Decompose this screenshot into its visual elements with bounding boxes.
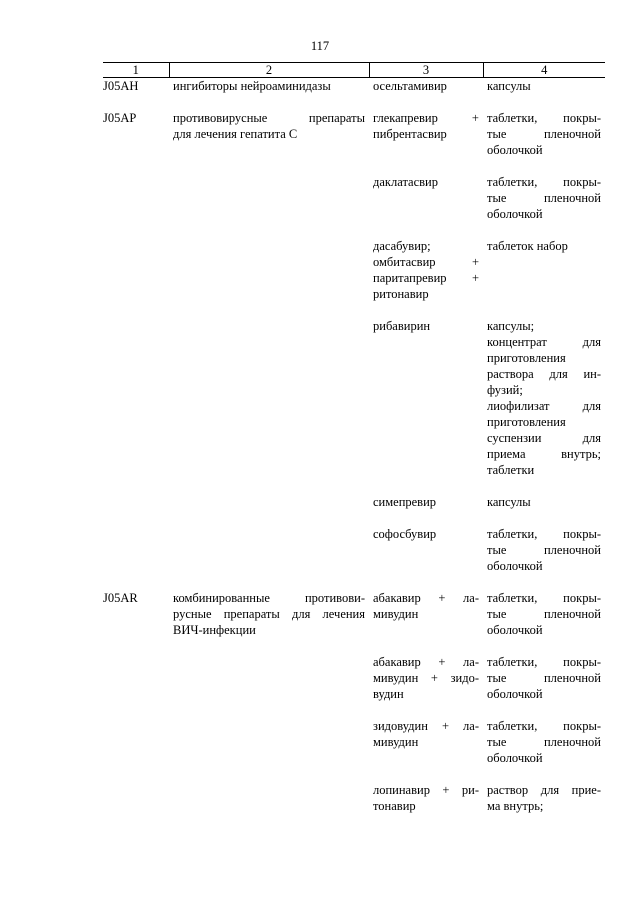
dosage-form-cell	[483, 718, 605, 782]
drug-name-cell	[369, 494, 483, 526]
drug-name-cell-line: абакавир + ла-	[373, 591, 479, 605]
atc-code-cell	[103, 494, 169, 526]
dosage-form-cell-line: ма внутрь;	[487, 799, 544, 813]
drug-name-cell-line: мивудин	[373, 607, 419, 621]
pharmacological-group-cell-line: комбинированные противови-	[173, 591, 365, 605]
table-row	[103, 110, 605, 174]
dosage-form-cell-line: капсулы	[487, 495, 531, 509]
pharmacological-group-cell	[169, 718, 369, 782]
table-row	[103, 238, 605, 318]
pharmacological-group-cell	[169, 494, 369, 526]
dosage-form-cell-line: тые пленочной	[487, 671, 601, 685]
pharmacological-group-cell	[169, 174, 369, 238]
drug-name-cell-line: симепревир	[373, 495, 437, 509]
atc-code-cell	[103, 782, 169, 830]
drug-name-cell	[369, 782, 483, 830]
drug-table	[103, 62, 605, 830]
atc-code-cell	[103, 78, 169, 111]
dosage-form-cell-line: суспензии для	[487, 431, 601, 445]
column-header-1: 1	[103, 63, 169, 78]
drug-name-cell-line: глекапревир +	[373, 111, 479, 125]
column-header-4: 4	[483, 63, 605, 78]
dosage-form-cell-line: оболочкой	[487, 751, 543, 765]
dosage-form-cell	[483, 590, 605, 654]
drug-name-cell-line: рибавирин	[373, 319, 431, 333]
table-row	[103, 718, 605, 782]
atc-code-cell	[103, 318, 169, 494]
atc-code-cell	[103, 590, 169, 654]
drug-name-cell-line: осельтамивир	[373, 79, 447, 93]
atc-code-cell	[103, 174, 169, 238]
drug-name-cell	[369, 526, 483, 590]
dosage-form-cell-line: приема внутрь;	[487, 447, 601, 461]
dosage-form-cell-line: оболочкой	[487, 559, 543, 573]
drug-name-cell-line: мивудин	[373, 735, 419, 749]
drug-name-cell-line: зидовудин + ла-	[373, 719, 479, 733]
pharmacological-group-cell	[169, 590, 369, 654]
dosage-form-cell	[483, 238, 605, 318]
drug-name-cell-line: ритонавир	[373, 287, 429, 301]
dosage-form-cell	[483, 526, 605, 590]
dosage-form-cell-line: тые пленочной	[487, 735, 601, 749]
atc-code-cell	[103, 654, 169, 718]
drug-name-cell	[369, 590, 483, 654]
dosage-form-cell-line: таблетки, покры-	[487, 719, 601, 733]
table-row	[103, 654, 605, 718]
dosage-form-cell-line: оболочкой	[487, 687, 543, 701]
column-header-3: 3	[369, 63, 483, 78]
atc-code-cell-text: J05AR	[103, 591, 138, 605]
pharmacological-group-cell	[169, 78, 369, 111]
dosage-form-cell	[483, 318, 605, 494]
drug-name-cell	[369, 718, 483, 782]
atc-code-cell	[103, 718, 169, 782]
dosage-form-cell-line: таблетки, покры-	[487, 111, 601, 125]
dosage-form-cell-line: фузий;	[487, 383, 523, 397]
dosage-form-cell-line: тые пленочной	[487, 127, 601, 141]
pharmacological-group-cell-line: для лечения гепатита С	[173, 127, 298, 141]
table-row	[103, 590, 605, 654]
dosage-form-cell-line: оболочкой	[487, 143, 543, 157]
drug-name-cell-line: даклатасвир	[373, 175, 438, 189]
column-header-2: 2	[169, 63, 369, 78]
table-row	[103, 318, 605, 494]
drug-name-cell-line: тонавир	[373, 799, 416, 813]
table-row	[103, 526, 605, 590]
dosage-form-cell	[483, 654, 605, 718]
drug-name-cell	[369, 318, 483, 494]
table-body	[103, 78, 605, 831]
dosage-form-cell	[483, 782, 605, 830]
page-number: 117	[310, 39, 330, 53]
dosage-form-cell-line: капсулы;	[487, 319, 535, 333]
pharmacological-group-cell	[169, 238, 369, 318]
drug-name-cell-line: вудин	[373, 687, 404, 701]
dosage-form-cell-line: раствор для прие-	[487, 783, 601, 797]
drug-name-cell	[369, 174, 483, 238]
pharmacological-group-cell	[169, 782, 369, 830]
dosage-form-cell	[483, 494, 605, 526]
pharmacological-group-cell-line: ингибиторы нейроаминидазы	[173, 79, 331, 93]
pharmacological-group-cell-line: русные препараты для лечения	[173, 607, 365, 621]
dosage-form-cell	[483, 110, 605, 174]
dosage-form-cell-line: раствора для ин-	[487, 367, 601, 381]
drug-name-cell-line: абакавир + ла-	[373, 655, 479, 669]
pharmacological-group-cell	[169, 654, 369, 718]
table-row	[103, 78, 605, 111]
atc-code-cell	[103, 526, 169, 590]
table-row	[103, 174, 605, 238]
dosage-form-cell-line: таблетки, покры-	[487, 655, 601, 669]
atc-code-cell	[103, 110, 169, 174]
dosage-form-cell-line: тые пленочной	[487, 543, 601, 557]
atc-code-cell-text: J05AP	[103, 111, 137, 125]
dosage-form-cell-line: таблетки, покры-	[487, 527, 601, 541]
dosage-form-cell-line: таблетки	[487, 463, 535, 477]
drug-table-container	[103, 62, 605, 830]
dosage-form-cell-line: капсулы	[487, 79, 531, 93]
drug-name-cell-line: мивудин + зидо-	[373, 671, 479, 685]
dosage-form-cell-line: приготовления	[487, 415, 566, 429]
pharmacological-group-cell-line: ВИЧ-инфекции	[173, 623, 256, 637]
dosage-form-cell-line: лиофилизат для	[487, 399, 601, 413]
drug-name-cell-line: софосбувир	[373, 527, 437, 541]
dosage-form-cell-line: приготовления	[487, 351, 566, 365]
pharmacological-group-cell	[169, 110, 369, 174]
pharmacological-group-cell	[169, 318, 369, 494]
dosage-form-cell-line: концентрат для	[487, 335, 601, 349]
dosage-form-cell-line: таблетки, покры-	[487, 175, 601, 189]
pharmacological-group-cell-line: противовирусные препараты	[173, 111, 365, 125]
drug-name-cell-line: дасабувир;	[373, 239, 431, 253]
drug-name-cell	[369, 654, 483, 718]
atc-code-cell-text: J05AH	[103, 79, 139, 93]
dosage-form-cell-line: оболочкой	[487, 207, 543, 221]
drug-name-cell-line: пибрентасвир	[373, 127, 447, 141]
dosage-form-cell	[483, 78, 605, 111]
drug-name-cell-line: омбитасвир +	[373, 255, 479, 269]
drug-name-cell	[369, 78, 483, 111]
drug-name-cell-line: лопинавир + ри-	[373, 783, 479, 797]
dosage-form-cell-line: тые пленочной	[487, 191, 601, 205]
table-row	[103, 494, 605, 526]
drug-name-cell	[369, 110, 483, 174]
drug-name-cell-line: паритапревир +	[373, 271, 479, 285]
table-row	[103, 782, 605, 830]
dosage-form-cell	[483, 174, 605, 238]
pharmacological-group-cell	[169, 526, 369, 590]
atc-code-cell	[103, 238, 169, 318]
dosage-form-cell-line: таблетки, покры-	[487, 591, 601, 605]
dosage-form-cell-line: таблеток набор	[487, 239, 568, 253]
table-header-row	[103, 63, 605, 78]
dosage-form-cell-line: оболочкой	[487, 623, 543, 637]
dosage-form-cell-line: тые пленочной	[487, 607, 601, 621]
drug-name-cell	[369, 238, 483, 318]
